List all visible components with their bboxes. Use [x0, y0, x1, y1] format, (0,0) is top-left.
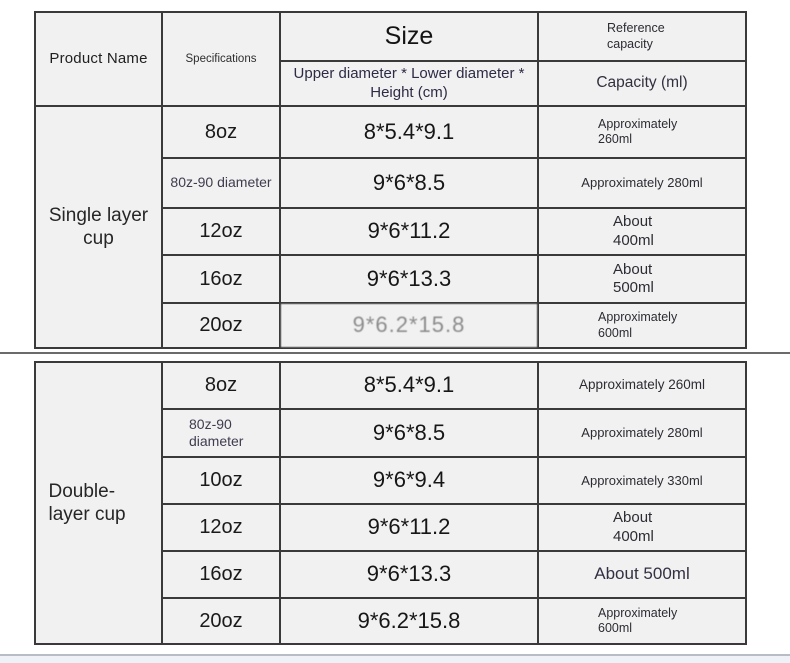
size-cell [281, 256, 537, 302]
header-reference-capacity-label: Reference capacity [607, 21, 665, 51]
size-cell [281, 458, 537, 503]
spec-cell [163, 505, 279, 550]
capacity-value: About 500ml [613, 260, 654, 296]
capacity-value: Approximately 260ml [578, 377, 706, 393]
capacity-cell [539, 256, 745, 302]
capacity-value: About 400ml [613, 213, 654, 249]
spec-value: 8oz [204, 120, 238, 143]
product-label: Single layer cup [48, 204, 149, 249]
header-specifications-label: Specifications [185, 52, 257, 65]
capacity-value: Approximately 600ml [598, 605, 678, 635]
header-size-subtitle-label: Upper diameter * Lower diameter * Height (cm) [293, 65, 525, 101]
capacity-value: Approximately 280ml [581, 425, 703, 441]
spec-value: 10oz [199, 469, 243, 492]
spec-value: 12oz [199, 516, 243, 539]
spec-value: 16oz [199, 563, 243, 586]
spec-cell [163, 363, 279, 408]
spec-table-double-layer [34, 361, 747, 645]
capacity-cell [539, 552, 745, 597]
size-cell [281, 505, 537, 550]
size-value: 8*5.4*9.1 [363, 372, 455, 398]
spec-table-single-layer [34, 11, 747, 349]
spec-cell [163, 304, 279, 347]
spec-cell [163, 458, 279, 503]
spec-cell [163, 552, 279, 597]
size-value: 9*6.2*15.8 [352, 312, 466, 338]
size-value: 9*6*9.4 [372, 467, 446, 493]
header-capacity-ml-label: Capacity (ml) [596, 74, 688, 92]
header-reference-capacity [539, 13, 745, 60]
spec-cell [163, 209, 279, 254]
spec-cell [163, 410, 279, 456]
spec-cell [163, 107, 279, 157]
header-size-subtitle [281, 62, 537, 105]
header-product-name-label: Product Name [49, 49, 148, 67]
capacity-value: About 400ml [613, 509, 654, 545]
size-cell [281, 304, 537, 347]
capacity-cell [539, 304, 745, 347]
capacity-value: Approximately 280ml [581, 175, 703, 191]
capacity-cell [539, 599, 745, 643]
capacity-cell [539, 107, 745, 157]
size-value: 9*6.2*15.8 [357, 607, 461, 633]
spec-value: 20oz [199, 609, 243, 632]
spec-cell [163, 159, 279, 207]
capacity-cell [539, 209, 745, 254]
size-value: 8*5.4*9.1 [363, 118, 455, 144]
bottom-band [0, 656, 790, 663]
capacity-cell [539, 159, 745, 207]
spec-value: 20oz [199, 314, 243, 337]
size-value: 9*6*13.3 [366, 265, 452, 291]
size-value: 9*6*8.5 [372, 419, 446, 445]
size-value: 9*6*11.2 [367, 218, 451, 244]
header-specifications [163, 13, 279, 105]
size-cell [281, 552, 537, 597]
spec-value: 8oz [204, 374, 238, 397]
size-cell [281, 107, 537, 157]
size-value: 9*6*8.5 [372, 169, 446, 195]
spec-value: 80z-90 diameter [189, 415, 244, 449]
capacity-cell [539, 458, 745, 503]
size-value: 9*6*11.2 [367, 514, 451, 540]
spec-value: 80z-90 diameter [170, 174, 272, 191]
spec-value: 12oz [199, 220, 243, 243]
size-value: 9*6*13.3 [366, 561, 452, 587]
size-cell [281, 159, 537, 207]
header-size [281, 13, 537, 60]
product-cell-single-layer [36, 107, 161, 347]
header-capacity-ml [539, 62, 745, 105]
product-label: Double-layer cup [48, 480, 126, 525]
header-size-label: Size [384, 22, 434, 51]
capacity-cell [539, 410, 745, 456]
capacity-value: Approximately 600ml [598, 310, 678, 340]
capacity-value: About 500ml [594, 564, 690, 584]
product-cell-double-layer [36, 363, 161, 643]
capacity-cell [539, 363, 745, 408]
size-cell [281, 599, 537, 643]
size-cell [281, 410, 537, 456]
capacity-value: Approximately 330ml [581, 472, 703, 488]
header-product-name [36, 13, 161, 105]
spec-cell [163, 256, 279, 302]
size-cell [281, 209, 537, 254]
size-cell [281, 363, 537, 408]
capacity-cell [539, 505, 745, 550]
horizontal-divider [0, 352, 790, 354]
spec-value: 16oz [199, 267, 243, 290]
spec-cell [163, 599, 279, 643]
capacity-value: Approximately 260ml [598, 116, 678, 146]
